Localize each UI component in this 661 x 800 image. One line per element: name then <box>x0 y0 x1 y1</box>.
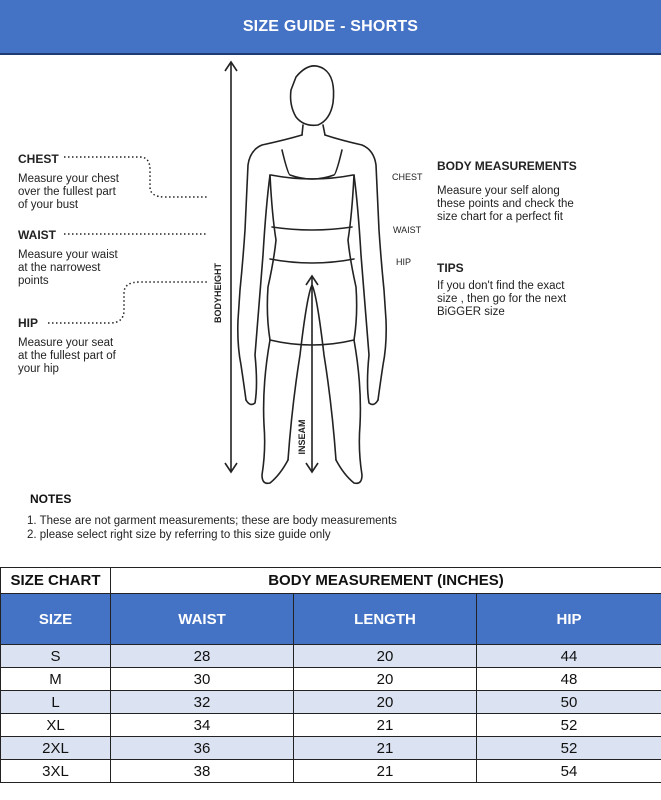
chest-desc-line2: over the fullest part <box>18 186 116 198</box>
waist-desc-line1: Measure your waist <box>18 249 118 261</box>
tips-line1: If you don't find the exact <box>437 280 565 292</box>
hip-desc-line1: Measure your seat <box>18 337 114 349</box>
body-measurements-line1: Measure your self along <box>437 185 560 197</box>
measurement-figure-panel <box>0 55 661 567</box>
hip-cell: 52 <box>477 737 661 760</box>
length-cell: 20 <box>294 691 477 714</box>
hip-label: HIP <box>18 316 39 330</box>
waist-cell: 34 <box>111 714 294 737</box>
size-cell: 2XL <box>1 737 111 760</box>
notes-title: NOTES <box>30 492 72 506</box>
column-header-size: SIZE <box>1 594 111 645</box>
waist-cell: 30 <box>111 668 294 691</box>
chest-label: CHEST <box>18 152 59 166</box>
body-figure-illustration <box>0 55 661 567</box>
tips-line3: BiGGER size <box>437 306 505 318</box>
waist-cell: 32 <box>111 691 294 714</box>
hip-cell: 44 <box>477 645 661 668</box>
length-cell: 21 <box>294 737 477 760</box>
size-cell: L <box>1 691 111 714</box>
hip-cell: 48 <box>477 668 661 691</box>
table-header-row <box>1 594 661 645</box>
tips-title: TIPS <box>437 261 464 275</box>
column-header-hip: HIP <box>477 594 661 645</box>
length-cell: 20 <box>294 668 477 691</box>
table-row <box>1 691 661 714</box>
chest-desc-line1: Measure your chest <box>18 173 119 185</box>
waist-cell: 38 <box>111 760 294 783</box>
inseam-label: INSEAM <box>297 419 307 455</box>
waist-desc-line3: points <box>18 275 49 287</box>
page-title: SIZE GUIDE - SHORTS <box>242 17 419 35</box>
waist-cell: 36 <box>111 737 294 760</box>
size-cell: XL <box>1 714 111 737</box>
table-row <box>1 737 661 760</box>
bodyheight-label: BODYHEIGHT <box>213 262 223 324</box>
body-waist-label: WAIST <box>393 225 422 235</box>
body-hip-label: HIP <box>396 257 412 267</box>
chest-desc-line3: of your bust <box>18 199 79 211</box>
table-row <box>1 645 661 668</box>
table-row <box>1 760 661 783</box>
hip-desc-line3: your hip <box>18 363 59 375</box>
column-header-waist: WAIST <box>111 594 294 645</box>
table-row <box>1 668 661 691</box>
tips-line2: size , then go for the next <box>437 293 567 305</box>
length-cell: 20 <box>294 645 477 668</box>
body-measurements-title: BODY MEASUREMENTS <box>437 159 577 173</box>
body-measurements-line2: these points and check the <box>437 198 574 210</box>
size-chart-table <box>0 567 661 783</box>
hip-cell: 54 <box>477 760 661 783</box>
waist-desc-line2: at the narrowest <box>18 262 101 274</box>
note-item-2: 2. please select right size by referring to this size guide only <box>27 529 331 541</box>
body-measurements-line3: size chart for a perfect fit <box>437 211 563 223</box>
body-chest-label: CHEST <box>392 172 423 182</box>
hip-cell: 52 <box>477 714 661 737</box>
size-cell: M <box>1 668 111 691</box>
waist-cell: 28 <box>111 645 294 668</box>
note-item-1: 1. These are not garment measurements; these are body measurements <box>27 515 397 527</box>
body-measurement-header: BODY MEASUREMENT (INCHES) <box>111 568 661 594</box>
column-header-length: LENGTH <box>294 594 477 645</box>
size-cell: S <box>1 645 111 668</box>
length-cell: 21 <box>294 760 477 783</box>
waist-label: WAIST <box>18 228 56 242</box>
hip-desc-line2: at the fullest part of <box>18 350 116 362</box>
hip-cell: 50 <box>477 691 661 714</box>
table-row <box>1 714 661 737</box>
table-title-row <box>1 568 661 594</box>
length-cell: 21 <box>294 714 477 737</box>
size-chart-corner: SIZE CHART <box>1 568 111 594</box>
size-cell: 3XL <box>1 760 111 783</box>
title-banner <box>0 0 661 55</box>
